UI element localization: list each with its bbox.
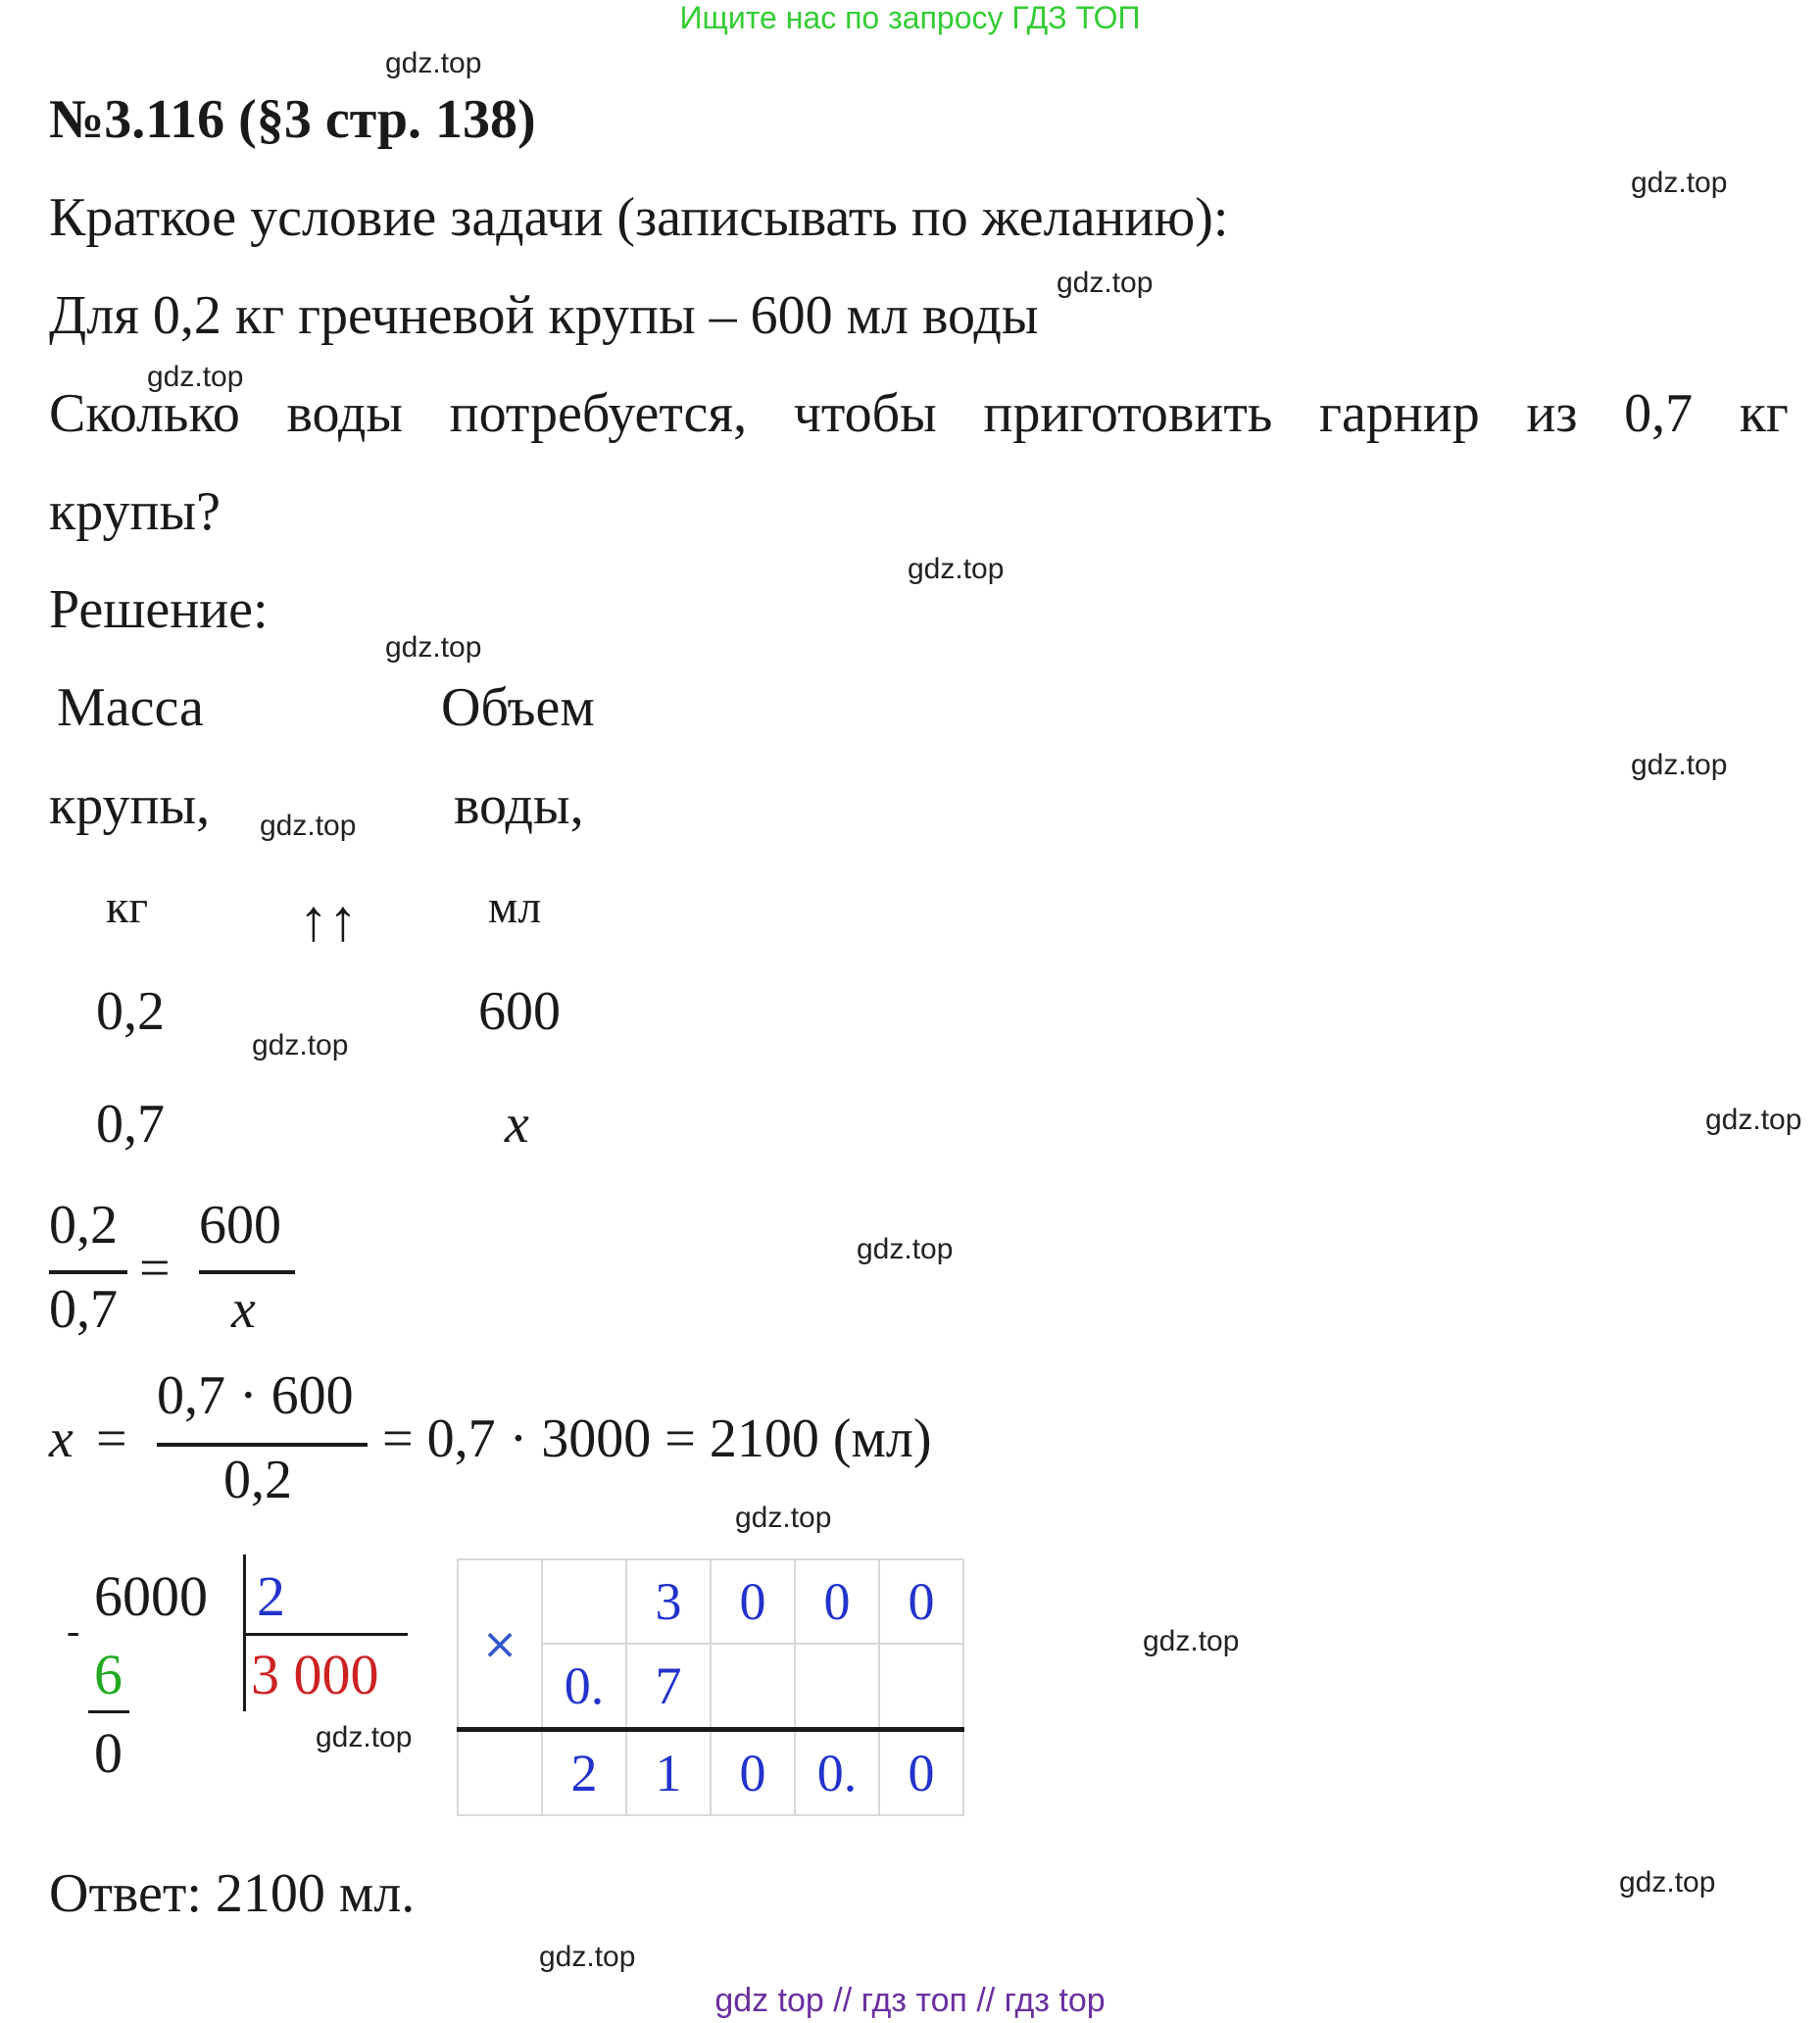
watermark: gdz.top: [1631, 749, 1728, 781]
question-word: гарнир: [1318, 383, 1480, 444]
mass-unit: кг: [106, 881, 149, 933]
fraction-bar: [199, 1270, 295, 1274]
calc-result: = 0,7 · 3000 = 2100 (мл): [382, 1408, 932, 1469]
top-banner[interactable]: Ищите нас по запросу ГДЗ ТОП: [679, 0, 1141, 35]
watermark: gdz.top: [1057, 267, 1154, 299]
division-subtrahend: 6: [94, 1643, 123, 1706]
grid-cell: 0: [879, 1730, 963, 1816]
row2-mass: 0,7: [96, 1094, 165, 1155]
grid-cell: 2: [542, 1730, 626, 1816]
watermark: gdz.top: [252, 1029, 349, 1061]
grid-cell: [711, 1644, 795, 1730]
division-divisor: 2: [257, 1564, 285, 1628]
volume-unit: мл: [488, 881, 542, 933]
grid-cell: 1: [626, 1730, 711, 1816]
question-word: Сколько: [49, 383, 240, 444]
condition-line: Для 0,2 кг гречневой крупы – 600 мл воды: [49, 285, 1039, 346]
grid-cell: 0.: [542, 1644, 626, 1730]
volume-header: Объем: [441, 677, 595, 738]
mass-header-2: крупы,: [49, 775, 211, 836]
direct-proportion-arrows-icon: ↑↑: [299, 888, 358, 953]
proportion-right-den: x: [231, 1279, 256, 1340]
question-word: из: [1526, 383, 1578, 444]
grid-cell: 0: [795, 1559, 879, 1644]
watermark: gdz.top: [1631, 167, 1728, 199]
grid-cell: [795, 1644, 879, 1730]
solution-label: Решение:: [49, 579, 269, 640]
grid-cell: 0: [711, 1730, 795, 1816]
calc-equals: =: [96, 1408, 127, 1469]
mult-sign: ×: [458, 1559, 542, 1730]
watermark: gdz.top: [857, 1233, 954, 1265]
watermark: gdz.top: [385, 631, 482, 664]
row1-volume: 600: [478, 981, 561, 1042]
division-quotient: 3 000: [251, 1643, 379, 1706]
calc-denominator: 0,2: [223, 1450, 292, 1510]
condition-header: Краткое условие задачи (записывать по желанию):: [49, 187, 1229, 248]
watermark: gdz.top: [260, 810, 357, 842]
question-word: приготовить: [983, 383, 1273, 444]
grid-cell: [458, 1730, 542, 1816]
question-line-2: крупы?: [49, 481, 221, 542]
row1-mass: 0,2: [96, 981, 165, 1042]
question-word: чтобы: [793, 383, 937, 444]
division-horizontal-line: [243, 1633, 408, 1636]
grid-cell: 3: [626, 1559, 711, 1644]
question-line: [49, 382, 1789, 445]
grid-cell: [879, 1644, 963, 1730]
proportion-equals: =: [139, 1238, 171, 1299]
answer: Ответ: 2100 мл.: [49, 1863, 416, 1924]
grid-cell: 0: [711, 1559, 795, 1644]
question-word: кг: [1739, 383, 1789, 444]
division-minus: -: [67, 1608, 80, 1653]
grid-cell: [542, 1559, 626, 1644]
proportion-left-num: 0,2: [49, 1195, 118, 1256]
grid-cell: 7: [626, 1644, 711, 1730]
fraction-bar: [49, 1270, 127, 1274]
proportion-right-num: 600: [199, 1195, 281, 1256]
watermark: gdz.top: [908, 553, 1005, 585]
row2-volume: x: [505, 1094, 529, 1155]
division-sub-line: [88, 1710, 129, 1713]
watermark: gdz.top: [1619, 1866, 1716, 1899]
watermark: gdz.top: [316, 1721, 413, 1753]
question-word: воды: [286, 383, 404, 444]
grid-cell: 0.: [795, 1730, 879, 1816]
watermark: gdz.top: [147, 361, 244, 393]
grid-cell: 0: [879, 1559, 963, 1644]
proportion-left-den: 0,7: [49, 1279, 118, 1340]
watermark: gdz.top: [1143, 1625, 1240, 1657]
watermark: gdz.top: [539, 1941, 636, 1973]
watermark: gdz.top: [1705, 1104, 1802, 1136]
page-title: №3.116 (§3 стр. 138): [49, 89, 536, 150]
volume-header-2: воды,: [454, 775, 584, 836]
division-dividend: 6000: [94, 1564, 208, 1628]
fraction-bar: [157, 1443, 368, 1447]
calc-numerator: 0,7 · 600: [157, 1365, 354, 1426]
multiplication-grid: [457, 1558, 964, 1816]
question-word: 0,7: [1624, 383, 1694, 444]
watermark: gdz.top: [385, 47, 482, 79]
question-word: потребуется,: [449, 383, 748, 444]
footer-links[interactable]: gdz top // гдз топ // гдз top: [714, 1982, 1106, 2019]
watermark: gdz.top: [735, 1502, 832, 1534]
calc-x: x: [49, 1408, 74, 1469]
mass-header: Масса: [57, 677, 204, 738]
division-remainder: 0: [94, 1721, 123, 1785]
